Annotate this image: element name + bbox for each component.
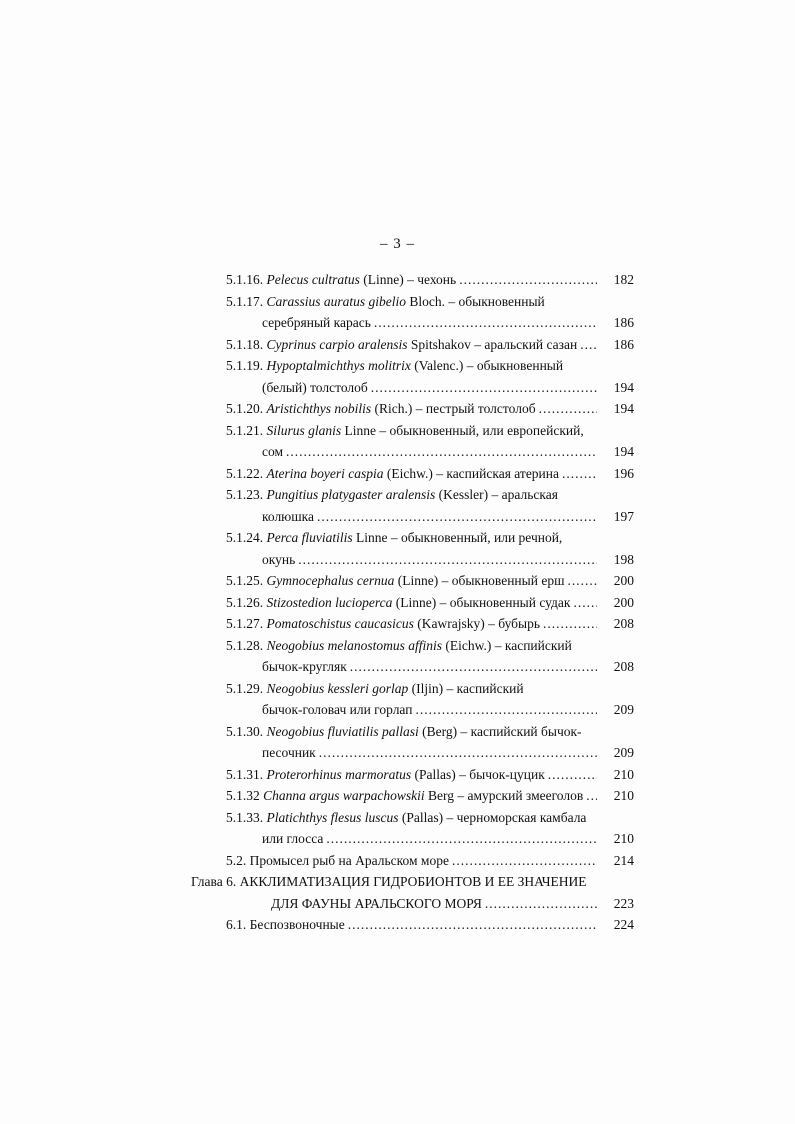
entry-text — [226, 335, 577, 355]
dot-leader — [562, 464, 597, 484]
entry-text — [226, 356, 563, 376]
entry-text — [226, 679, 524, 699]
dot-leader — [543, 614, 597, 634]
page-ref: 210 — [613, 788, 634, 803]
entry-text — [262, 700, 412, 720]
latin-name: Cyprinus carpio aralensis — [266, 336, 408, 352]
entry-continuation: песочник — [262, 745, 316, 760]
page-ref: 200 — [613, 594, 634, 610]
entry-text — [226, 851, 449, 871]
entry-title: (Kawrajsky) – бубырь — [413, 616, 540, 631]
page-ref: 198 — [613, 551, 634, 567]
chapter-title: Глава 6. АККЛИМАТИЗАЦИЯ ГИДРОБИОНТОВ И ЕЕ ЗНАЧЕНИЕ — [191, 874, 587, 889]
entry-title: (Eichw.) – каспийская атерина — [383, 465, 559, 481]
latin-name: Neogobius kessleri gorlap — [266, 680, 409, 696]
entry-title: Spitshakov – аральский сазан — [407, 336, 578, 352]
page-ref: 210 — [613, 831, 634, 846]
dot-leader — [319, 743, 597, 763]
latin-name: Platichthys flesus luscus — [266, 809, 399, 825]
entry-title: (Eichw.) – каспийский — [442, 637, 572, 653]
entry-number: 5.1.26. — [226, 594, 264, 610]
page-ref: 186 — [613, 315, 634, 330]
dot-leader — [374, 313, 597, 333]
entry-title: Bloch. – обыкновенный — [406, 293, 545, 309]
toc-entry-continuation — [262, 378, 600, 398]
page-ref: 182 — [613, 272, 634, 287]
page-ref: 196 — [613, 465, 634, 481]
entry-text — [226, 421, 584, 441]
toc-entry — [226, 765, 600, 785]
latin-name: Neogobius melanostomus affinis — [266, 637, 443, 653]
page-ref: 194 — [613, 401, 634, 416]
toc-entry — [226, 851, 600, 871]
toc-entry — [226, 528, 626, 548]
dot-leader — [350, 657, 597, 677]
entry-title: Berg – амурский змееголов — [424, 788, 584, 803]
dot-leader — [317, 507, 597, 527]
dot-leader — [452, 851, 597, 871]
latin-name: Channa argus warpachowskii — [263, 788, 425, 803]
latin-name: Hypoptalmichthys molitrix — [266, 358, 411, 373]
entry-text — [226, 786, 583, 806]
entry-number: 5.2. — [226, 852, 247, 868]
dot-leader — [580, 335, 597, 355]
latin-name: Proterorhinus marmoratus — [266, 766, 412, 782]
dot-leader — [326, 829, 597, 849]
latin-name: Stizostedion luciоperca — [266, 594, 393, 610]
entry-number: 5.1.33. — [226, 809, 264, 825]
entry-title: Беспозвоночные — [246, 917, 345, 932]
dot-leader — [348, 915, 597, 935]
entry-number: 5.1.24. — [226, 530, 264, 545]
entry-title: (Kessler) – аральская — [435, 487, 558, 502]
entry-continuation: бычок-кругляк — [262, 659, 347, 674]
entry-number: 5.1.32 — [226, 788, 260, 803]
entry-number: 5.1.22. — [226, 465, 264, 481]
entry-number: 5.1.19. — [226, 358, 264, 373]
entry-text — [226, 464, 559, 484]
latin-name: Pelecus cultratus — [266, 272, 360, 287]
entry-text — [226, 270, 456, 290]
latin-name: Silurus glanis — [266, 422, 342, 438]
toc-entry-continuation — [262, 507, 600, 527]
entry-text — [226, 614, 540, 634]
toc-entry — [226, 722, 626, 742]
toc-entry — [226, 679, 626, 699]
toc-entry-continuation — [262, 700, 600, 720]
toc-entry — [226, 915, 600, 935]
page-ref: 186 — [613, 336, 634, 352]
entry-text — [226, 593, 570, 613]
entry-number: 5.1.29. — [226, 680, 264, 696]
dot-leader — [459, 270, 597, 290]
latin-name: Pomatoschistus caucasicus — [266, 616, 414, 631]
entry-number: 5.1.18. — [226, 336, 264, 352]
entry-continuation: (белый) толстолоб — [262, 379, 368, 395]
dot-leader — [586, 786, 597, 806]
entry-title: (Linne) – обыкновенный ерш — [394, 573, 565, 588]
entry-title: (Valenc.) – обыкновенный — [410, 358, 564, 373]
entry-number: 5.1.20. — [226, 401, 264, 416]
entry-text — [271, 894, 482, 914]
entry-text — [262, 313, 371, 333]
toc-entry — [226, 270, 600, 290]
latin-name: Aristichthys nobilis — [266, 401, 372, 416]
entry-number: 6.1. — [226, 917, 247, 932]
entry-continuation: окунь — [262, 551, 296, 567]
dot-leader — [286, 442, 597, 462]
chapter-heading — [191, 872, 611, 892]
toc-entry-continuation — [262, 442, 600, 462]
toc-entry — [226, 808, 626, 828]
toc-entry — [226, 571, 600, 591]
page-ref: 194 — [613, 444, 634, 459]
entry-text — [226, 571, 564, 591]
toc-entry — [226, 786, 600, 806]
latin-name: Aterina boyeri caspia — [266, 465, 384, 481]
entry-number: 5.1.28. — [226, 637, 264, 653]
entry-continuation: бычок-головач или горлап — [262, 702, 413, 717]
entry-text — [262, 829, 323, 849]
entry-text — [262, 657, 347, 677]
entry-text — [262, 743, 316, 763]
toc-entry — [226, 335, 600, 355]
toc-entry-continuation — [262, 829, 600, 849]
entry-text — [226, 722, 582, 742]
entry-number: 5.1.21. — [226, 422, 264, 438]
dot-leader — [548, 765, 597, 785]
entry-title: (Linne) – обыкновенный судак — [392, 594, 571, 610]
page-ref: 209 — [613, 702, 634, 717]
entry-number: 5.1.27. — [226, 616, 264, 631]
entry-text — [226, 485, 558, 505]
entry-title: (Rich.) – пестрый толстолоб — [371, 401, 536, 416]
page-ref: 194 — [613, 379, 634, 395]
chapter-heading-continuation — [271, 894, 600, 914]
entry-text — [226, 528, 562, 548]
toc-entry — [226, 399, 600, 419]
entry-continuation: или глосса — [262, 831, 324, 846]
latin-name: Gymnocephalus cernua — [266, 573, 395, 588]
dot-leader — [298, 550, 597, 570]
entry-number: 5.1.17. — [226, 293, 264, 309]
latin-name: Neogobius fluviatilis pallasi — [266, 723, 419, 739]
entry-number: 5.1.30. — [226, 723, 264, 739]
entry-continuation: колюшка — [262, 508, 315, 524]
chapter-title-continuation: ДЛЯ ФАУНЫ АРАЛЬСКОГО МОРЯ — [271, 895, 482, 911]
entry-text — [226, 292, 545, 312]
toc-entry — [226, 421, 626, 441]
entry-title: (Iljin) – каспийский — [408, 680, 524, 696]
dot-leader — [539, 399, 597, 419]
page-ref: 197 — [613, 508, 634, 524]
toc-entry — [226, 356, 626, 376]
toc-entry-continuation — [262, 550, 600, 570]
entry-title: Linne – обыкновенный, или европейский, — [341, 422, 584, 438]
latin-name: Perca fluviatilis — [266, 530, 353, 545]
entry-text — [226, 636, 572, 656]
latin-name: Pungitius platygaster aralensis — [266, 487, 436, 502]
dot-leader — [567, 571, 597, 591]
entry-number: 5.1.16. — [226, 272, 264, 287]
latin-name: Carassius auratus gibelio — [266, 293, 407, 309]
entry-text — [262, 507, 314, 527]
page-ref: 210 — [613, 766, 634, 782]
page-ref: 214 — [613, 852, 634, 868]
toc-entry — [226, 614, 600, 634]
page-ref: 208 — [613, 616, 634, 631]
page-ref: 209 — [613, 745, 634, 760]
toc-entry — [226, 292, 626, 312]
entry-text — [191, 872, 587, 892]
page-number: – 3 – — [380, 236, 415, 252]
entry-title: Linne – обыкновенный, или речной, — [352, 530, 563, 545]
entry-text — [262, 550, 295, 570]
dot-leader — [573, 593, 597, 613]
entry-continuation: сом — [262, 444, 284, 459]
entry-continuation: серебряный карась — [262, 315, 371, 330]
entry-number: 5.1.31. — [226, 766, 264, 782]
entry-text — [262, 442, 283, 462]
entry-text — [226, 399, 536, 419]
toc-entry — [226, 593, 600, 613]
entry-text — [262, 378, 368, 398]
entry-text — [226, 808, 586, 828]
toc-entry — [226, 485, 626, 505]
dot-leader — [485, 894, 597, 914]
toc-entry-continuation — [262, 743, 600, 763]
page-ref: 208 — [613, 659, 634, 674]
entry-title: Промысел рыб на Аральском море — [249, 852, 449, 868]
entry-text — [226, 765, 545, 785]
page-ref: 224 — [613, 917, 634, 932]
dot-leader — [371, 378, 597, 398]
page-ref: 200 — [613, 573, 634, 588]
entry-title: (Pallas) – бычок-цуцик — [411, 766, 545, 782]
toc-entry-continuation — [262, 657, 600, 677]
entry-text — [226, 915, 345, 935]
entry-title: (Berg) – каспийский бычок- — [418, 723, 582, 739]
toc-entry — [226, 464, 600, 484]
page-ref: 223 — [613, 895, 634, 911]
entry-number: 5.1.25. — [226, 573, 264, 588]
entry-title: (Linne) – чехонь — [359, 272, 457, 287]
dot-leader — [415, 700, 597, 720]
entry-number: 5.1.23. — [226, 487, 264, 502]
toc-entry-continuation — [262, 313, 600, 333]
toc-entry — [226, 636, 626, 656]
entry-title: (Pallas) – черноморская камбала — [398, 809, 587, 825]
